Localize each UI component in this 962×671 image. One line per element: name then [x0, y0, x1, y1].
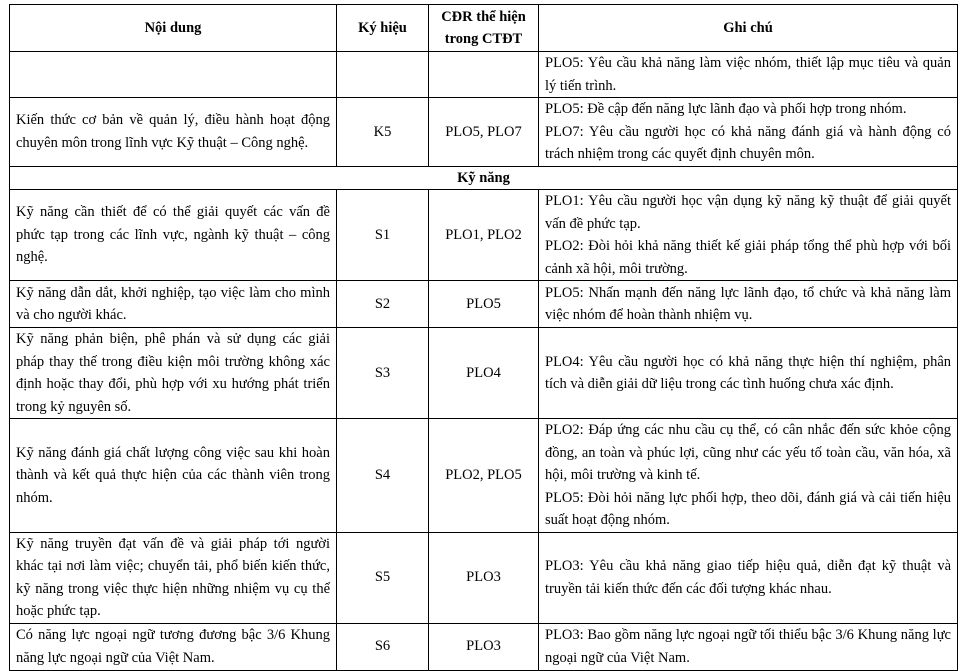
symbol-cell: S6 — [337, 623, 429, 670]
note-text: PLO5: Nhấn mạnh đến năng lực lãnh đạo, tổ chức và khả năng làm việc nhóm để hoàn thành nhiệm vụ. — [545, 284, 951, 323]
section-row — [10, 166, 958, 190]
notes-cell — [539, 419, 958, 533]
note-text: PLO5: Đòi hỏi năng lực phối hợp, theo dõi, đánh giá và cải tiến hiệu suất hoạt động nhóm. — [545, 489, 951, 528]
table-row — [10, 623, 958, 670]
content-cell: Kỹ năng cần thiết để có thể giải quyết các vấn đề phức tạp trong các lĩnh vực, ngành kỹ thuật – công nghệ. — [10, 190, 337, 281]
section-title: Kỹ năng — [10, 166, 958, 190]
header-cdr: CĐR thể hiện trong CTĐT — [429, 5, 539, 52]
note-text: PLO5: Đề cập đến năng lực lãnh đạo và phối hợp trong nhóm. — [545, 101, 907, 117]
note-text: PLO4: Yêu cầu người học có khả năng thực hiện thí nghiệm, phân tích và diễn giải dữ liệu trong các tình huống chưa xác định. — [545, 353, 951, 392]
symbol-cell: S4 — [337, 419, 429, 533]
notes-cell — [539, 532, 958, 623]
content-cell: Kỹ năng đánh giá chất lượng công việc sau khi hoàn thành và kết quả thực hiện của các thành viên trong nhóm. — [10, 419, 337, 533]
note-text: PLO3: Bao gồm năng lực ngoại ngữ tối thiểu bậc 3/6 Khung năng lực ngoại ngữ của Việt Nam. — [545, 627, 951, 666]
table-row — [10, 281, 958, 328]
table-row — [10, 98, 958, 167]
note-text: PLO2: Đòi hỏi khả năng thiết kế giải pháp tổng thể phù hợp với bối cảnh xã hội, môi trường. — [545, 238, 951, 277]
notes-cell — [539, 98, 958, 167]
symbol-cell: K5 — [337, 98, 429, 167]
table-row — [10, 532, 958, 623]
content-cell: Kỹ năng dẫn dắt, khởi nghiệp, tạo việc làm cho mình và cho người khác. — [10, 281, 337, 328]
cdr-cell: PLO3 — [429, 623, 539, 670]
header-row — [10, 5, 958, 52]
cdr-cell: PLO5 — [429, 281, 539, 328]
symbol-cell: S5 — [337, 532, 429, 623]
note-text: PLO1: Yêu cầu người học vận dụng kỹ năng kỹ thuật để giải quyết vấn đề phức tạp. — [545, 193, 951, 232]
cdr-cell: PLO5, PLO7 — [429, 98, 539, 167]
notes-cell — [539, 52, 958, 98]
table-row — [10, 190, 958, 281]
cdr-cell: PLO2, PLO5 — [429, 419, 539, 533]
content-cell: Kỹ năng phản biện, phê phán và sử dụng các giải pháp thay thế trong điều kiện môi trường không xác định hoặc thay đổi, phù hợp với xu hướng phát triển trong kỷ nguyên số. — [10, 328, 337, 419]
cdr-cell: PLO4 — [429, 328, 539, 419]
content-cell — [10, 52, 337, 98]
note-text: PLO3: Yêu cầu khả năng giao tiếp hiệu quả, diễn đạt kỹ thuật và truyền tải kiến thức đến các đối tượng khác nhau. — [545, 558, 951, 597]
notes-cell — [539, 190, 958, 281]
symbol-cell: S1 — [337, 190, 429, 281]
content-cell: Kiến thức cơ bản về quản lý, điều hành hoạt động chuyên môn trong lĩnh vực Kỹ thuật – Công nghệ. — [10, 98, 337, 167]
table-row — [10, 419, 958, 533]
content-cell: Có năng lực ngoại ngữ tương đương bậc 3/6 Khung năng lực ngoại ngữ của Việt Nam. — [10, 623, 337, 670]
cdr-cell — [429, 52, 539, 98]
symbol-cell: S2 — [337, 281, 429, 328]
header-symbol: Ký hiệu — [337, 5, 429, 52]
cdr-cell: PLO1, PLO2 — [429, 190, 539, 281]
notes-cell — [539, 328, 958, 419]
table-row — [10, 328, 958, 419]
content-cell: Kỹ năng truyền đạt vấn đề và giải pháp tới người khác tại nơi làm việc; chuyển tải, phổ biến kiến thức, kỹ năng trong việc thực hiện những nhiệm vụ cụ thể hoặc phức tạp. — [10, 532, 337, 623]
cdr-cell: PLO3 — [429, 532, 539, 623]
symbol-cell — [337, 52, 429, 98]
notes-cell — [539, 281, 958, 328]
header-content: Nội dung — [10, 5, 337, 52]
outcomes-table — [9, 4, 958, 671]
header-notes: Ghi chú — [539, 5, 958, 52]
table-row — [10, 52, 958, 98]
notes-cell — [539, 623, 958, 670]
symbol-cell: S3 — [337, 328, 429, 419]
note-text: PLO7: Yêu cầu người học có khả năng đánh giá và hành động có trách nhiệm trong các quyết định chuyên môn. — [545, 123, 951, 162]
note-text: PLO2: Đáp ứng các nhu cầu cụ thể, có cân nhắc đến sức khỏe cộng đồng, an toàn và phúc lợi, cũng như các yếu tố toàn cầu, văn hóa, xã hội, môi trường và kinh tế. — [545, 422, 951, 483]
note-text: PLO5: Yêu cầu khả năng làm việc nhóm, thiết lập mục tiêu và quản lý tiến trình. — [545, 55, 951, 94]
